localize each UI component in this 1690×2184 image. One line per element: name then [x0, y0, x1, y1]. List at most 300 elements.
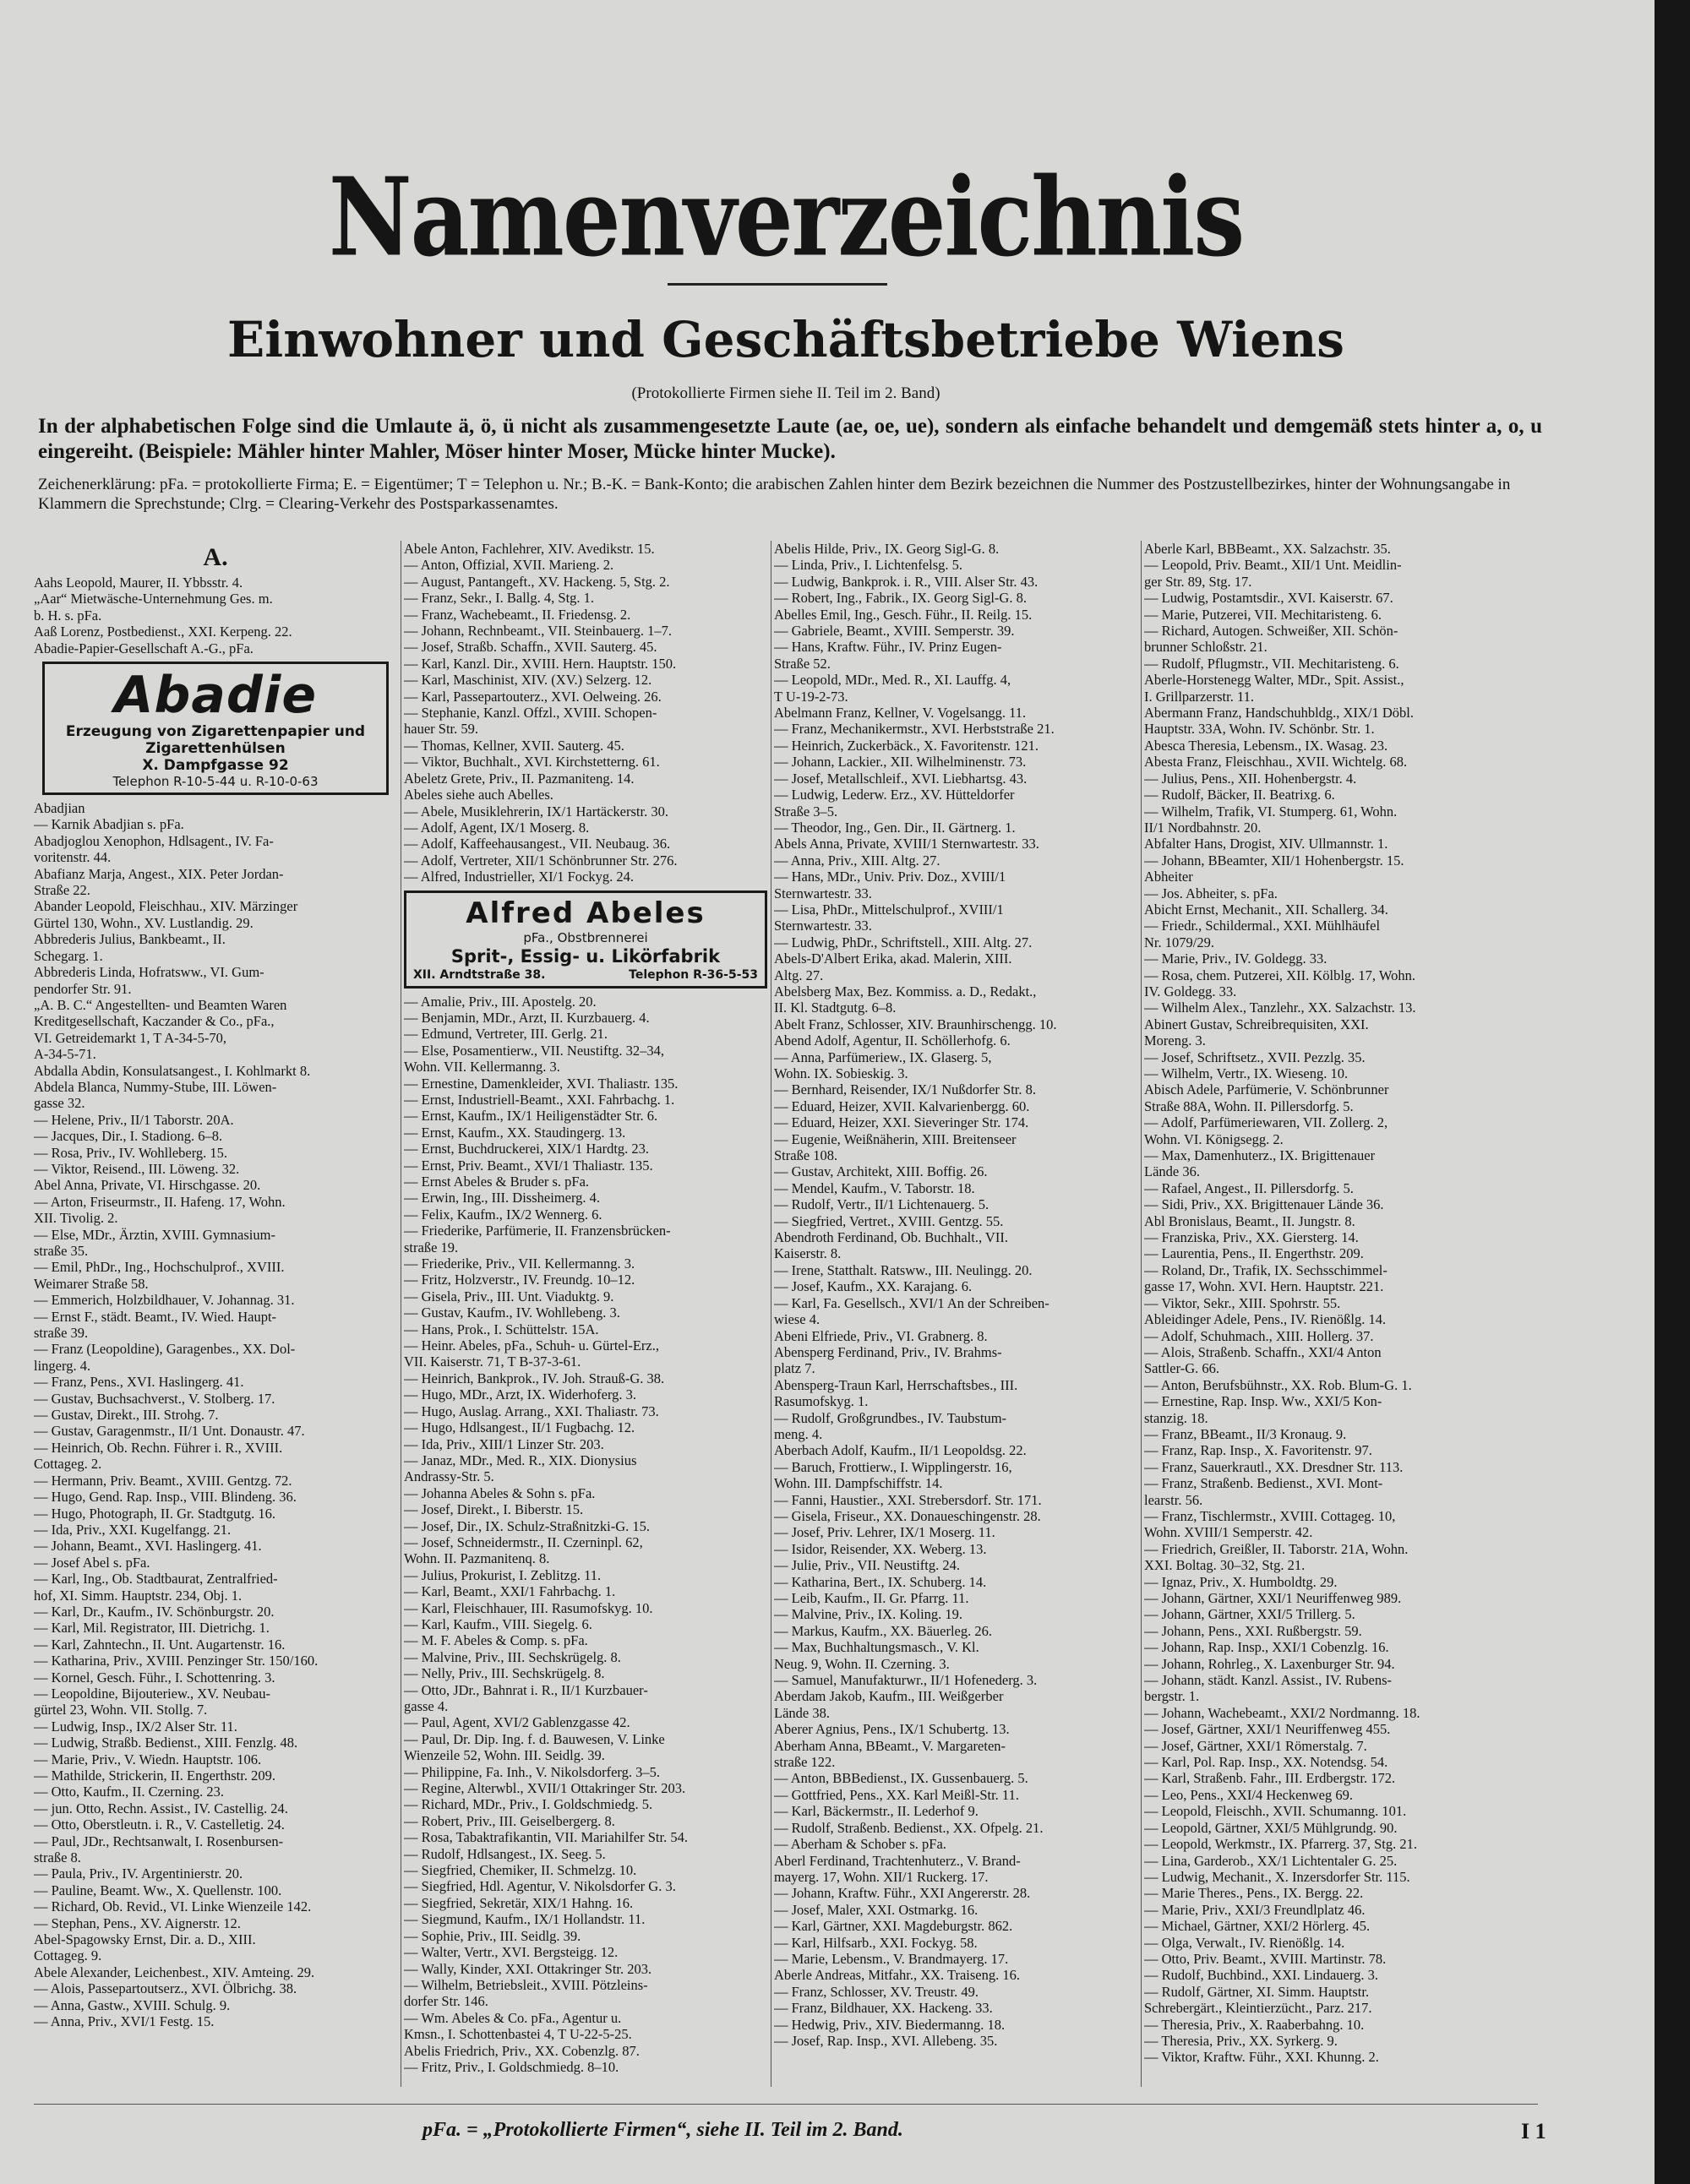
directory-entry: — Karl, Beamt., XXI/1 Fahrbachg. 1.: [404, 1583, 616, 1600]
directory-entry: — Karl, Fleischhauer, III. Rasumofskyg. 10.: [404, 1599, 653, 1616]
footer-divider: [34, 2104, 1538, 2105]
directory-entry: — Julius, Pens., XII. Hohenbergstr. 4.: [1144, 770, 1357, 787]
directory-entry: „Aar“ Mietwäsche-Unternehmung Ges. m.: [34, 591, 273, 607]
directory-entry: — Leopold, Gärtner, XXI/5 Mühlgrundg. 90.: [1144, 1819, 1398, 1836]
scan-border: [1655, 0, 1690, 2184]
directory-entry: — Franz, Straßenb. Bedienst., XVI. Mont-: [1144, 1475, 1383, 1492]
directory-entry: — Wilhelm, Betriebsleit., XVIII. Pötzleins-: [404, 1976, 648, 1993]
directory-entry: — Anton, BBBedienst., IX. Gussenbauerg. 5.: [774, 1770, 1028, 1787]
directory-entry: — Mathilde, Strickerin, II. Engerthstr. 209.: [34, 1767, 275, 1784]
directory-entry: meng. 4.: [774, 1425, 823, 1442]
directory-entry: Abicht Ernst, Mechanit., XII. Schallerg. 34.: [1144, 901, 1388, 918]
directory-entry: Abend Adolf, Agentur, II. Schöllerhofg. 6.: [774, 1032, 1011, 1049]
directory-entry: Abensperg-Traun Karl, Herrschaftsbes., III.: [774, 1376, 1018, 1393]
directory-entry: — Malvine, Priv., IX. Koling. 19.: [774, 1606, 963, 1623]
directory-entry: Wohn. VI. Königsegg. 2.: [1144, 1130, 1284, 1147]
directory-entry: Andrassy-Str. 5.: [404, 1468, 494, 1485]
directory-entry: — August, Pantangeft., XV. Hackeng. 5, Stg. 2.: [404, 573, 670, 590]
directory-entry: — Ludwig, PhDr., Schriftstell., XIII. Altg. 27.: [774, 934, 1033, 950]
directory-entry: — Marie, Priv., V. Wiedn. Hauptstr. 106.: [34, 1751, 262, 1767]
directory-entry: — Gottfried, Pens., XX. Karl Meißl-Str. 11.: [774, 1786, 1019, 1803]
ad-brand: Alfred Abeles: [466, 896, 706, 930]
directory-entry: Abadie-Papier-Gesellschaft A.-G., pFa.: [34, 640, 254, 656]
directory-entry: Aberer Agnius, Pens., IX/1 Schubertg. 13.: [774, 1721, 1010, 1738]
ad-address: X. Dampfgasse 92: [142, 757, 289, 775]
ad-phone: Telephon R-36-5-53: [629, 967, 758, 982]
directory-entry: — Thomas, Kellner, XVII. Sauterg. 45.: [404, 737, 624, 754]
directory-entry: — Edmund, Vertreter, III. Gerlg. 21.: [404, 1026, 608, 1043]
directory-entry: — Katharina, Priv., XVIII. Penzinger Str. 150/160.: [34, 1653, 319, 1669]
directory-entry: — Theodor, Ing., Gen. Dir., II. Gärtnerg. 1.: [774, 819, 1016, 836]
directory-entry: Aberham Anna, BBeamt., V. Margareten-: [774, 1737, 1006, 1754]
directory-entry: — Johann, Lackier., XII. Wilhelminenstr. 73.: [774, 754, 1027, 771]
directory-entry: — Josef, Direkt., I. Biberstr. 15.: [404, 1501, 584, 1518]
directory-entry: — Max, Damenhuterz., IX. Brigittenauer: [1144, 1147, 1376, 1164]
directory-entry: — Walter, Vertr., XVI. Bergsteigg. 12.: [404, 1944, 619, 1961]
directory-entry: — Stephan, Pens., XV. Aignerstr. 12.: [34, 1914, 241, 1931]
directory-entry: — Franz, Sauerkrautl., XX. Dresdner Str. 113.: [1144, 1458, 1404, 1475]
abadie-advertisement: [42, 662, 389, 795]
directory-entry: — Franz, Rap. Insp., X. Favoritenstr. 97.: [1144, 1442, 1372, 1459]
directory-entry: — Friedr., Schildermal., XXI. Mühlhäufel: [1144, 918, 1381, 934]
directory-entry: Wohn. XVIII/1 Semperstr. 42.: [1144, 1524, 1313, 1541]
directory-entry: — Emil, PhDr., Ing., Hochschulprof., XVIII.: [34, 1259, 285, 1276]
directory-entry: — Wally, Kinder, XXI. Ottakringer Str. 203.: [404, 1960, 652, 1977]
directory-entry: gasse 4.: [404, 1698, 449, 1714]
directory-entry: Sternwartestr. 33.: [774, 918, 872, 934]
directory-entry: — Viktor, Reisend., III. Löweng. 32.: [34, 1160, 240, 1177]
directory-entry: gasse 32.: [34, 1095, 85, 1112]
entry-list: [34, 575, 397, 656]
directory-entry: — Helene, Priv., II/1 Taborstr. 20A.: [34, 1111, 234, 1128]
ad-line: Erzeugung von Zigarettenpapier und: [65, 723, 366, 741]
directory-entry: — Siegfried, Hdl. Agentur, V. Nikolsdorfer G. 3.: [404, 1878, 676, 1895]
directory-entry: — Franz (Leopoldine), Garagenbes., XX. Dol-: [34, 1341, 296, 1358]
directory-entry: — Anna, Parfümeriew., IX. Glaserg. 5,: [774, 1048, 992, 1065]
directory-entry: — Alfred, Industrieller, XI/1 Fockyg. 24.: [404, 869, 635, 885]
directory-entry: — Alois, Passepartoutserz., XVI. Ölbrichg. 38.: [34, 1980, 297, 1997]
directory-entry: — Hugo, Photograph, II. Gr. Stadtgutg. 16.: [34, 1505, 275, 1522]
directory-entry: — Friederike, Priv., VII. Kellermanng. 3.: [404, 1255, 635, 1272]
ad-phone: Telephon R-10-5-44 u. R-10-0-63: [112, 774, 319, 790]
directory-entry: — Rudolf, Großgrundbes., IV. Taubstum-: [774, 1409, 1007, 1426]
directory-entry: — Jacques, Dir., I. Stadiong. 6–8.: [34, 1128, 223, 1145]
directory-entry: — Otto, Priv. Beamt., XVIII. Martinstr. 78.: [1144, 1950, 1387, 1967]
directory-entry: — Otto, Oberstleutn. i. R., V. Castelletig. 24.: [34, 1816, 285, 1833]
directory-entry: — Pauline, Beamt. Ww., X. Quellenstr. 100.: [34, 1882, 282, 1898]
directory-entry: — Friederike, Parfümerie, II. Franzensbrücken-: [404, 1223, 671, 1239]
directory-entry: — Julius, Prokurist, I. Zeblitzg. 11.: [404, 1566, 602, 1583]
directory-entry: Straße 3–5.: [774, 803, 838, 820]
directory-entry: Abadjian: [34, 800, 85, 817]
directory-entry: — Rudolf, Vertr., II/1 Lichtenauerg. 5.: [774, 1196, 989, 1213]
directory-entry: — Benjamin, MDr., Arzt, II. Kurzbauerg. 4.: [404, 1009, 650, 1026]
directory-entry: — Ernestine, Rap. Insp. Ww., XXI/5 Kon-: [1144, 1393, 1382, 1410]
directory-entry: — Josef, Schneidermstr., II. Czerninpl. 62,: [404, 1533, 643, 1550]
directory-entry: — Roland, Dr., Trafik, IX. Sechsschimmel-: [1144, 1261, 1387, 1278]
directory-entry: Abdela Blanca, Nummy-Stube, III. Löwen-: [34, 1078, 277, 1095]
directory-entry: Abele Alexander, Leichenbest., XIV. Amteing. 29.: [34, 1963, 315, 1980]
directory-entry: — Ida, Priv., XIII/1 Linzer Str. 203.: [404, 1435, 604, 1452]
directory-entry: — Johann, Rap. Insp., XXI/1 Cobenzlg. 16.: [1144, 1639, 1389, 1656]
directory-entry: — Hedwig, Priv., XIV. Biedermanng. 18.: [774, 2016, 1006, 2033]
directory-entry: — Karl, Dr., Kaufm., IV. Schönburgstr. 20.: [34, 1603, 275, 1620]
directory-entry: straße 8.: [34, 1849, 81, 1866]
directory-entry: — Josef, Metallschleif., XVI. Liebhartsg. 43.: [774, 770, 1028, 787]
directory-entry: — Josef, Kaufm., XX. Karajang. 6.: [774, 1278, 973, 1295]
column-3: [774, 541, 1137, 2095]
directory-entry: — Marie, Putzerei, VII. Mechitaristeng. 6.: [1144, 606, 1382, 623]
directory-entry: Kmsn., I. Schottenbastei 4, T U-22-5-25.: [404, 2026, 632, 2043]
directory-entry: — Josef, Schriftsetz., XVII. Pezzlg. 35.: [1144, 1048, 1366, 1065]
directory-entry: — Leopold, MDr., Med. R., XI. Lauffg. 4,: [774, 672, 1011, 689]
directory-entry: — Karl, Hilfsarb., XXI. Fockyg. 58.: [774, 1934, 978, 1951]
directory-entry: — Ludwig, Bankprok. i. R., VIII. Alser Str. 43.: [774, 573, 1039, 590]
directory-entry: Neug. 9, Wohn. II. Czerning. 3.: [774, 1655, 950, 1672]
directory-entry: learstr. 56.: [1144, 1491, 1203, 1508]
directory-entry: Cottageg. 2.: [34, 1456, 102, 1473]
directory-entry: Abbrederis Linda, Hofratsww., VI. Gum-: [34, 964, 264, 981]
directory-entry: — Rudolf, Hdlsangest., IX. Seeg. 5.: [404, 1845, 606, 1862]
directory-entry: — Fritz, Holzverstr., IV. Freundg. 10–12.: [404, 1272, 635, 1288]
directory-entry: — Hugo, Hdlsangest., II/1 Fugbachg. 12.: [404, 1419, 635, 1436]
directory-entry: — Samuel, Manufakturwr., II/1 Hofenederg. 3.: [774, 1672, 1038, 1689]
directory-entry: Wohn. IX. Sobieskig. 3.: [774, 1065, 908, 1081]
directory-entry: — Anna, Gastw., XVIII. Schulg. 9.: [34, 1996, 231, 2013]
directory-entry: — Gustav, Direkt., III. Strohg. 7.: [34, 1407, 219, 1424]
directory-entry: — Siegfried, Sekretär, XIX/1 Hahng. 16.: [404, 1894, 634, 1911]
directory-entry: Aberle Andreas, Mitfahr., XX. Traiseng. 16.: [774, 1967, 1021, 1984]
directory-entry: — Erwin, Ing., III. Dissheimerg. 4.: [404, 1190, 601, 1206]
directory-entry: — Gustav, Buchsachverst., V. Stolberg. 17.: [34, 1390, 275, 1407]
directory-entry: Abeni Elfriede, Priv., VI. Grabnerg. 8.: [774, 1327, 988, 1344]
directory-entry: IV. Goldegg. 33.: [1144, 983, 1237, 999]
directory-entry: straße 35.: [34, 1243, 89, 1259]
directory-entry: b. H. s. pFa.: [34, 607, 102, 624]
directory-entry: Abadjoglou Xenophon, Hdlsagent., IV. Fa-: [34, 832, 274, 849]
directory-entry: Wohn. VII. Kellermanng. 3.: [404, 1059, 560, 1076]
directory-entry: Kreditgesellschaft, Kaczander & Co., pFa.,: [34, 1013, 275, 1030]
directory-entry: — Ida, Priv., XXI. Kugelfangg. 21.: [34, 1521, 232, 1538]
directory-entry: — Ernst, Industriell-Beamt., XXI. Fahrbachg. 1.: [404, 1091, 675, 1108]
directory-entry: — Olga, Verwalt., IV. Rienößlg. 14.: [1144, 1934, 1345, 1951]
column-4: [1144, 541, 1507, 2095]
directory-entry: — Baruch, Frottierw., I. Wipplingerstr. 16,: [774, 1458, 1012, 1475]
directory-entry: — Paul, Dr. Dip. Ing. f. d. Bauwesen, V. Linke: [404, 1730, 665, 1747]
directory-entry: — Sidi, Priv., XX. Brigittenauer Lände 36.: [1144, 1196, 1384, 1213]
ad-headline: Sprit-, Essig- u. Likörfabrik: [450, 945, 721, 967]
directory-entry: Lände 36.: [1144, 1163, 1200, 1180]
directory-entry: — Wilhelm Alex., Tanzlehr., XX. Salzachstr. 13.: [1144, 999, 1416, 1016]
directory-entry: — Aberham & Schober s. pFa.: [774, 1836, 946, 1853]
directory-entry: — Karl, Zahntechn., II. Unt. Augartenstr. 16.: [34, 1636, 286, 1653]
directory-entry: — M. F. Abeles & Comp. s. pFa.: [404, 1632, 588, 1649]
directory-entry: VII. Kaiserstr. 71, T B-37-3-61.: [404, 1353, 581, 1370]
directory-entry: — Fanni, Haustier., XXI. Strebersdorf. Str. 171.: [774, 1491, 1042, 1508]
directory-entry: — Nelly, Priv., III. Sechskrügelg. 8.: [404, 1665, 605, 1682]
directory-columns: [34, 541, 1538, 2095]
directory-entry: — Leopold, Priv. Beamt., XII/1 Unt. Meidlin-: [1144, 557, 1402, 574]
directory-entry: — Franz, BBeamt., II/3 Kronaug. 9.: [1144, 1425, 1347, 1442]
directory-entry: — Arton, Friseurmstr., II. Hafeng. 17, Wohn.: [34, 1193, 286, 1210]
directory-entry: — Alois, Straßenb. Schaffn., XXI/4 Anton: [1144, 1343, 1382, 1360]
directory-entry: — Johann, Kraftw. Führ., XXI Angererstr. 28.: [774, 1885, 1031, 1902]
directory-entry: — Leopold, Fleischh., XVII. Schumanng. 101.: [1144, 1803, 1407, 1820]
directory-entry: — Franz, Sekr., I. Ballg. 4, Stg. 1.: [404, 590, 595, 607]
directory-entry: Abander Leopold, Fleischhau., XIV. Märzinger: [34, 898, 298, 915]
directory-entry: Abeletz Grete, Priv., II. Pazmaniteng. 14.: [404, 770, 635, 787]
directory-entry: — Viktor, Sekr., XIII. Spohrstr. 55.: [1144, 1294, 1341, 1311]
directory-entry: — Gabriele, Beamt., XVIII. Semperstr. 39.: [774, 623, 1015, 640]
directory-entry: Ableidinger Adele, Pens., IV. Rienößlg. 14.: [1144, 1311, 1387, 1328]
directory-entry: — Johann, Pens., XXI. Rußbergstr. 59.: [1144, 1622, 1362, 1639]
directory-entry: — Emmerich, Holzbildhauer, V. Johannag. 31.: [34, 1292, 295, 1309]
directory-entry: Straße 22.: [34, 882, 90, 899]
directory-entry: — Ernst Abeles & Bruder s. pFa.: [404, 1174, 590, 1190]
page-subtitle: Einwohner und Geschäftsbetriebe Wiens: [227, 311, 1344, 368]
directory-entry: Abelsberg Max, Bez. Kommiss. a. D., Redakt.,: [774, 983, 1037, 999]
directory-entry: — Wm. Abeles & Co. pFa., Agentur u.: [404, 2009, 622, 2026]
directory-entry: — Jos. Abheiter, s. pFa.: [1144, 885, 1278, 901]
directory-entry: wiese 4.: [774, 1311, 820, 1328]
directory-entry: — Marie, Lebensm., V. Brandmayerg. 17.: [774, 1950, 1009, 1967]
directory-entry: Abesca Theresia, Lebensm., IX. Wasag. 23.: [1144, 737, 1388, 754]
directory-entry: „A. B. C.“ Angestellten- und Beamten Waren: [34, 996, 287, 1013]
directory-entry: — Abele, Musiklehrerin, IX/1 Hartäckerstr. 30.: [404, 803, 668, 820]
directory-entry: — Karl, Bäckermstr., II. Lederhof 9.: [774, 1803, 979, 1820]
directory-entry: A-34-5-71.: [34, 1046, 96, 1063]
directory-entry: — Karl, Passepartouterz., XVI. Oelweing. 26.: [404, 688, 662, 705]
directory-entry: — Josef, Maler, XXI. Ostmarkg. 16.: [774, 1901, 979, 1918]
directory-entry: — Josef, Gärtner, XXI/1 Neuriffenweg 455.: [1144, 1721, 1391, 1738]
directory-entry: — Rudolf, Bäcker, II. Beatrixg. 6.: [1144, 787, 1335, 803]
directory-entry: — Josef, Priv. Lehrer, IX/1 Moserg. 11.: [774, 1524, 995, 1541]
directory-entry: Cottageg. 9.: [34, 1947, 102, 1964]
directory-entry: — Anna, Priv., XVI/1 Festg. 15.: [34, 2013, 215, 2030]
directory-entry: — Franz, Schlosser, XV. Treustr. 49.: [774, 1983, 979, 2000]
directory-entry: — Siegmund, Kaufm., IX/1 Hollandstr. 11.: [404, 1911, 646, 1928]
directory-entry: Nr. 1079/29.: [1144, 934, 1214, 950]
directory-entry: — Stephanie, Kanzl. Offzl., XVIII. Schopen-: [404, 705, 657, 722]
directory-entry: gürtel 23, Wohn. VII. Stollg. 7.: [34, 1702, 208, 1718]
directory-entry: straße 39.: [34, 1325, 89, 1342]
directory-entry: — Heinr. Abeles, pFa., Schuh- u. Gürtel-Erz.,: [404, 1337, 659, 1354]
directory-entry: — Hugo, MDr., Arzt, IX. Widerhoferg. 3.: [404, 1386, 637, 1403]
directory-entry: Wienzeile 52, Wohn. III. Seidlg. 39.: [404, 1747, 605, 1764]
directory-entry: — Karl, Pol. Rap. Insp., XX. Notendsg. 54.: [1144, 1754, 1388, 1771]
directory-entry: — Ignaz, Priv., X. Humboldtg. 29.: [1144, 1573, 1338, 1590]
directory-entry: — Hans, Prok., I. Schüttelstr. 15A.: [404, 1321, 599, 1337]
directory-entry: — Ernst, Buchdruckerei, XIX/1 Hardtg. 23.: [404, 1141, 650, 1157]
page-number: I 1: [1521, 2119, 1546, 2143]
directory-entry: pendorfer Str. 91.: [34, 980, 132, 997]
section-letter: A.: [203, 543, 228, 571]
directory-entry: — Adolf, Schuhmach., XIII. Hollerg. 37.: [1144, 1327, 1374, 1344]
directory-entry: — Gustav, Kaufm., IV. Wohllebeng. 3.: [404, 1304, 620, 1321]
directory-entry: — Karl, Ing., Ob. Stadtbaurat, Zentralfried-: [34, 1571, 278, 1588]
entry-list: [404, 541, 767, 885]
directory-entry: — Felix, Kaufm., IX/2 Wennerg. 6.: [404, 1206, 602, 1223]
directory-entry: — Ernst, Kaufm., IX/1 Heiligenstädter Str. 6.: [404, 1108, 658, 1125]
directory-entry: Aberbach Adolf, Kaufm., II/1 Leopoldsg. 22.: [774, 1442, 1027, 1459]
directory-entry: — Karl, Fa. Gesellsch., XVI/1 An der Schreiben-: [774, 1294, 1049, 1311]
directory-entry: — Robert, Ing., Fabrik., IX. Georg Sigl-G. 8.: [774, 590, 1027, 607]
directory-entry: — Ludwig, Straßb. Bedienst., XIII. Fenzlg. 48.: [34, 1735, 298, 1751]
directory-entry: — Josef, Rap. Insp., XVI. Allebeng. 35.: [774, 2032, 998, 2049]
directory-entry: — Otto, Kaufm., II. Czerning. 23.: [34, 1784, 224, 1800]
title-divider: [668, 283, 887, 286]
directory-entry: — Gustav, Architekt, XIII. Boffig. 26.: [774, 1163, 988, 1180]
directory-entry: Schegarg. 1.: [34, 947, 103, 964]
directory-entry: Abensperg Ferdinand, Priv., IV. Brahms-: [774, 1343, 1002, 1360]
directory-entry: Gürtel 130, Wohn., XV. Lustlandig. 29.: [34, 914, 254, 931]
protocol-note: (Protokollierte Firmen siehe II. Teil im 2. Band): [631, 384, 940, 402]
directory-entry: — Johann, Rechnbeamt., VII. Steinbauerg. 1–7.: [404, 623, 672, 640]
entry-list: [34, 800, 397, 2029]
directory-entry: lingerg. 4.: [34, 1357, 91, 1374]
directory-entry: — Johann, städt. Kanzl. Assist., IV. Rubens-: [1144, 1672, 1393, 1689]
directory-entry: — Eduard, Heizer, XXI. Sieveringer Str. 174.: [774, 1114, 1029, 1131]
directory-entry: Abdalla Abdin, Konsulatsangest., I. Kohlmarkt 8.: [34, 1062, 311, 1079]
directory-entry: XII. Tivolig. 2.: [34, 1210, 118, 1227]
directory-entry: Straße 108.: [774, 1147, 838, 1164]
directory-entry: — Adolf, Vertreter, XII/1 Schönbrunner Str. 276.: [404, 852, 678, 869]
directory-entry: — Rosa, Priv., IV. Wohlleberg. 15.: [34, 1144, 228, 1161]
directory-entry: — Mendel, Kaufm., V. Taborstr. 18.: [774, 1179, 975, 1196]
directory-entry: — Johann, BBeamter, XII/1 Hohenbergstr. 15.: [1144, 852, 1404, 869]
directory-entry: — Franz, Tischlermstr., XVIII. Cottageg. 10,: [1144, 1507, 1396, 1524]
directory-entry: — Isidor, Reisender, XX. Weberg. 13.: [774, 1540, 987, 1557]
symbol-legend: Zeichenerklärung: pFa. = protokollierte Firma; E. = Eigentümer; T = Telephon u. Nr.; B.-K. = Bank-Konto; die arabischen Zahlen hinter dem Bezirk bezeichnen die Nummer des Postzustellbezirkes, hinter der Wohnungsangabe in Klammern die Sprechstunde; Clrg. = Clearing-Verkehr des Postsparkassenamtes.: [38, 476, 1511, 513]
directory-entry: — Ludwig, Mechanit., X. Inzersdorfer Str. 115.: [1144, 1868, 1410, 1885]
directory-entry: Abels-D'Albert Erika, akad. Malerin, XIII.: [774, 950, 1012, 967]
page-title: Namenverzeichnis: [328, 155, 1244, 281]
directory-entry: — Johanna Abeles & Sohn s. pFa.: [404, 1484, 596, 1501]
directory-entry: — Lina, Garderob., XX/1 Lichtentaler G. 25.: [1144, 1852, 1398, 1869]
directory-entry: gasse 17, Wohn. XVI. Hern. Hauptstr. 221.: [1144, 1278, 1384, 1295]
directory-entry: — Johann, Rohrleg., X. Laxenburger Str. 94.: [1144, 1655, 1395, 1672]
directory-entry: — Theresia, Priv., X. Raaberbahng. 10.: [1144, 2016, 1365, 2033]
directory-entry: Wohn. II. Pazmanitenq. 8.: [404, 1550, 550, 1567]
directory-entry: — Wilhelm, Trafik, VI. Stumperg. 61, Wohn.: [1144, 803, 1398, 820]
directory-entry: Abeles siehe auch Abelles.: [404, 787, 553, 803]
directory-entry: — Heinrich, Ob. Rechn. Führer i. R., XVIII.: [34, 1439, 283, 1456]
column-1: [34, 541, 397, 2095]
directory-entry: — Paul, JDr., Rechtsanwalt, I. Rosenbursen-: [34, 1833, 284, 1849]
directory-entry: — Hugo, Gend. Rap. Insp., VIII. Blindeng. 36.: [34, 1489, 297, 1506]
directory-entry: — Franz, Pens., XVI. Haslingerg. 41.: [34, 1374, 244, 1391]
directory-entry: — Rafael, Angest., II. Pillersdorfg. 5.: [1144, 1179, 1354, 1196]
directory-entry: — Rudolf, Buchbind., XXI. Lindauerg. 3.: [1144, 1967, 1378, 1984]
directory-entry: — Leopoldine, Bijouteriew., XV. Neubau-: [34, 1685, 270, 1702]
directory-entry: Aaß Lorenz, Postbedienst., XXI. Kerpeng. 22.: [34, 624, 292, 640]
ad-brand: Abadie: [113, 666, 318, 726]
directory-entry: — Markus, Kaufm., XX. Bäuerleg. 26.: [774, 1622, 992, 1639]
directory-entry: — Marie, Priv., XXI/3 Freundlplatz 46.: [1144, 1901, 1366, 1918]
directory-entry: — Philippine, Fa. Inh., V. Nikolsdorferg. 3–5.: [404, 1763, 660, 1780]
directory-entry: — Robert, Priv., III. Geiselbergerg. 8.: [404, 1812, 615, 1829]
directory-entry: — Ludwig, Postamtsdir., XVI. Kaiserstr. 67.: [1144, 590, 1393, 607]
directory-entry: Abel Anna, Private, VI. Hirschgasse. 20.: [34, 1177, 261, 1194]
directory-entry: Straße 88A, Wohn. II. Pillersdorfg. 5.: [1144, 1097, 1354, 1114]
directory-entry: Abelis Friedrich, Priv., XX. Cobenzlg. 87.: [404, 2042, 640, 2059]
directory-entry: — Ludwig, Lederw. Erz., XV. Hütteldorfer: [774, 787, 1015, 803]
directory-entry: VI. Getreidemarkt 1, T A-34-5-70,: [34, 1029, 227, 1046]
directory-entry: Altg. 27.: [774, 967, 824, 983]
directory-entry: hauer Str. 59.: [404, 721, 478, 738]
directory-entry: Abl Bronislaus, Beamt., II. Jungstr. 8.: [1144, 1212, 1355, 1229]
directory-entry: — Adolf, Kaffeehausangest., VII. Neubaug. 36.: [404, 836, 671, 852]
directory-entry: — Leib, Kaufm., II. Gr. Pfarrg. 11.: [774, 1590, 969, 1606]
directory-entry: Straße 52.: [774, 655, 831, 672]
directory-entry: — Ernestine, Damenkleider, XVI. Thaliastr. 135.: [404, 1075, 679, 1092]
directory-entry: — Josef, Gärtner, XXI/1 Römerstalg. 7.: [1144, 1737, 1367, 1754]
directory-entry: — Josef Abel s. pFa.: [34, 1554, 150, 1571]
directory-entry: Rasumofskyg. 1.: [774, 1393, 869, 1410]
directory-entry: — Else, Posamentierw., VII. Neustiftg. 32–34,: [404, 1042, 664, 1059]
directory-entry: — Sophie, Priv., III. Seidlg. 39.: [404, 1927, 581, 1944]
directory-entry: Abelis Hilde, Priv., IX. Georg Sigl-G. 8.: [774, 541, 1000, 557]
directory-entry: — Hans, Kraftw. Führ., IV. Prinz Eugen-: [774, 639, 1002, 656]
directory-entry: — Karl, Straßenb. Fahr., III. Erdbergstr. 172.: [1144, 1770, 1396, 1787]
directory-entry: — Rosa, chem. Putzerei, XII. Kölblg. 17, Wohn.: [1144, 967, 1415, 983]
directory-entry: — Leo, Pens., XXI/4 Heckenweg 69.: [1144, 1786, 1353, 1803]
directory-entry: — Siegfried, Vertret., XVIII. Gentzg. 55.: [774, 1212, 1004, 1229]
directory-entry: straße 122.: [774, 1754, 836, 1771]
directory-entry: II/1 Nordbahnstr. 20.: [1144, 819, 1262, 836]
directory-entry: — Viktor, Kraftw. Führ., XXI. Khunng. 2.: [1144, 2049, 1379, 2066]
directory-entry: — jun. Otto, Rechn. Assist., IV. Castellig. 24.: [34, 1800, 288, 1816]
directory-entry: — Laurentia, Pens., II. Engerthstr. 209.: [1144, 1245, 1364, 1262]
directory-entry: dorfer Str. 146.: [404, 1993, 488, 2010]
column-divider: [1141, 541, 1142, 2087]
directory-entry: — Rosa, Tabaktrafikantin, VII. Mariahilfer Str. 54.: [404, 1829, 688, 1846]
directory-entry: — Hermann, Priv. Beamt., XVIII. Gentzg. 72.: [34, 1472, 292, 1489]
directory-entry: — Johann, Gärtner, XXI/5 Trillerg. 5.: [1144, 1606, 1355, 1623]
directory-entry: Abendroth Ferdinand, Ob. Buchhalt., VII.: [774, 1229, 1008, 1246]
directory-entry: — Eugenie, Weißnäherin, XIII. Breitenseer: [774, 1130, 1017, 1147]
ad-line: Zigarettenhülsen: [145, 740, 286, 758]
directory-entry: brunner Schloßstr. 21.: [1144, 639, 1268, 656]
directory-entry: — Franziska, Priv., XX. Giersterg. 14.: [1144, 1229, 1359, 1246]
abeles-advertisement: [404, 890, 767, 989]
directory-entry: — Josef, Straßb. Schaffn., XVII. Sauterg. 45.: [404, 639, 657, 656]
directory-entry: — Adolf, Agent, IX/1 Moserg. 8.: [404, 819, 590, 836]
directory-entry: — Franz, Bildhauer, XX. Hackeng. 33.: [774, 2000, 993, 2017]
directory-entry: — Gustav, Garagenmstr., II/1 Unt. Donaustr. 47.: [34, 1423, 305, 1440]
directory-entry: Schrebergärt., Kleintierzücht., Parz. 217.: [1144, 2000, 1372, 2017]
directory-entry: — Rudolf, Pflugmstr., VII. Mechitaristeng. 6.: [1144, 655, 1399, 672]
directory-entry: — Marie, Priv., IV. Goldegg. 33.: [1144, 950, 1327, 967]
directory-entry: — Fritz, Priv., I. Goldschmiedg. 8–10.: [404, 2058, 619, 2075]
directory-entry: stanzig. 18.: [1144, 1409, 1208, 1426]
directory-entry: — Johann, Wachebeamt., XXI/2 Nordmanng. 18.: [1144, 1704, 1420, 1721]
directory-entry: — Otto, JDr., Bahnrat i. R., II/1 Kurzbauer-: [404, 1681, 648, 1698]
directory-entry: — Julie, Priv., VII. Neustiftg. 24.: [774, 1557, 960, 1574]
directory-entry: — Franz, Wachebeamt., II. Friedensg. 2.: [404, 606, 631, 623]
directory-entry: Aberdam Jakob, Kaufm., III. Weißgerber: [774, 1688, 1004, 1705]
directory-entry: — Kornel, Gesch. Führ., I. Schottenring. 3.: [34, 1669, 275, 1686]
directory-entry: — Janaz, MDr., Med. R., XIX. Dionysius: [404, 1451, 637, 1468]
directory-entry: Abafianz Marja, Angest., XIX. Peter Jordan-: [34, 865, 284, 882]
directory-entry: — Hugo, Auslag. Arrang., XXI. Thaliastr. 73.: [404, 1402, 659, 1419]
directory-entry: straße 19.: [404, 1239, 459, 1255]
directory-entry: — Friedrich, Greißler, II. Taborstr. 21A, Wohn.: [1144, 1540, 1409, 1557]
ad-address: XII. Arndtstraße 38.: [413, 967, 546, 982]
directory-entry: — Adolf, Parfümeriewaren, VII. Zollerg. 2,: [1144, 1114, 1388, 1131]
directory-entry: — Karnik Abadjian s. pFa.: [34, 816, 184, 833]
directory-entry: hof, XI. Simm. Hauptstr. 234, Obj. 1.: [34, 1587, 243, 1604]
